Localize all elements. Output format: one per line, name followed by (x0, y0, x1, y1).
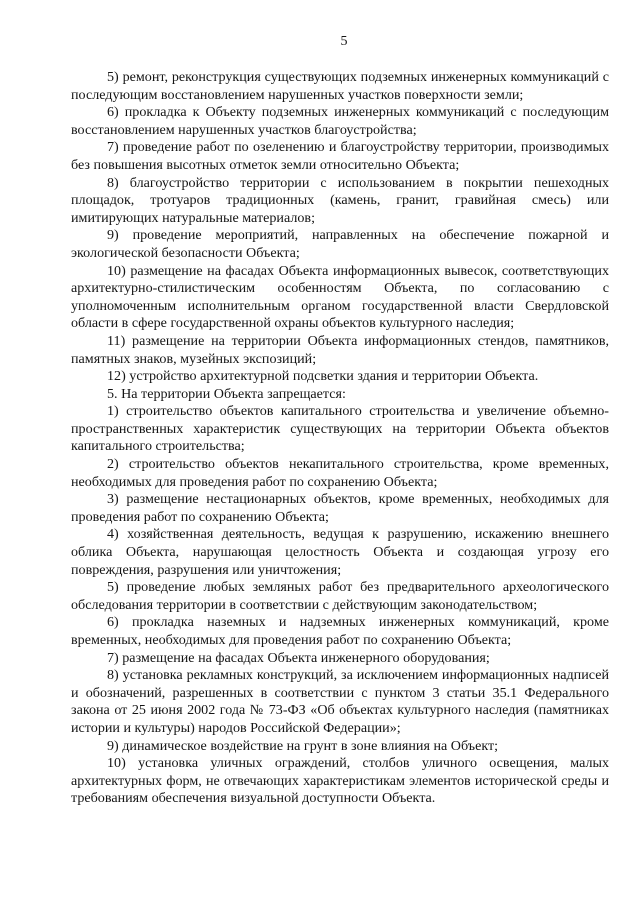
document-body (71, 69, 609, 808)
paragraph: 10) размещение на фасадах Объекта информационных вывесок, соответствующих архитектурно-стилистическим особенностям Объекта, по согласованию с уполномоченным исполнительным органом государственной власти Свердловской области в сфере государственной охраны объектов культурного наследия; (71, 262, 609, 332)
paragraph: 7) проведение работ по озеленению и благоустройству территории, производимых без повышения высотных отметок земли относительно Объекта; (71, 139, 609, 173)
paragraph: 5) ремонт, реконструкция существующих подземных инженерных коммуникаций с последующим восстановлением нарушенных участков поверхности земли; (71, 69, 609, 103)
paragraph: 10) установка уличных ограждений, столбов уличного освещения, малых архитектурных форм, не отвечающих характеристикам элементов исторической среды и требованиям обеспечения визуальной доступности Объекта. (71, 755, 609, 807)
paragraph: 8) благоустройство территории с использованием в покрытии пешеходных площадок, тротуаров традиционных (камень, гранит, гравийная смесь) или имитирующих натуральные материалов; (71, 174, 609, 226)
paragraph: 9) динамическое воздействие на грунт в зоне влияния на Объект; (107, 737, 499, 754)
paragraph: 8) установка рекламных конструкций, за исключением информационных надписей и обозначений, разрешенных в соответствии с пунктом 3 статьи 35.1 Федерального закона от 25 июня 2002 года № 73-ФЗ «Об объектах культурного наследия (памятниках истории и культуры) народов Российской Федерации»; (71, 667, 609, 736)
paragraph: 6) прокладка к Объекту подземных инженерных коммуникаций с последующим восстановлением нарушенных участков благоустройства; (71, 104, 609, 138)
paragraph: 7) размещение на фасадах Объекта инженерного оборудования; (107, 649, 490, 666)
page-number: 5 (340, 34, 348, 49)
paragraph: 1) строительство объектов капитального строительства и увеличение объемно-пространственных характеристик существующих на территории Объекта объектов капитального строительства; (71, 403, 609, 455)
paragraph: 2) строительство объектов некапитального строительства, кроме временных, необходимых для проведения работ по сохранению Объекта; (71, 456, 609, 490)
section-heading: 5. На территории Объекта запрещается: (107, 385, 346, 402)
paragraph: 6) прокладка наземных и надземных инженерных коммуникаций, кроме временных, необходимых для проведения работ по сохранению Объекта; (71, 614, 609, 648)
paragraph: 5) проведение любых земляных работ без предварительного археологического обследования территории в соответствии с действующим законодательством; (71, 579, 609, 613)
paragraph: 3) размещение нестационарных объектов, кроме временных, необходимых для проведения работ по сохранению Объекта; (71, 491, 609, 525)
paragraph: 4) хозяйственная деятельность, ведущая к разрушению, искажению внешнего облика Объекта, нарушающая целостность Объекта и создающая угрозу его повреждения, разрушения или уничтожения; (71, 526, 609, 578)
paragraph: 12) устройство архитектурной подсветки здания и территории Объекта. (107, 368, 539, 385)
paragraph: 11) размещение на территории Объекта информационных стендов, памятников, памятных знаков, музейных экспозиций; (71, 332, 609, 367)
paragraph: 9) проведение мероприятий, направленных на обеспечение пожарной и экологической безопасности Объекта; (71, 227, 609, 261)
